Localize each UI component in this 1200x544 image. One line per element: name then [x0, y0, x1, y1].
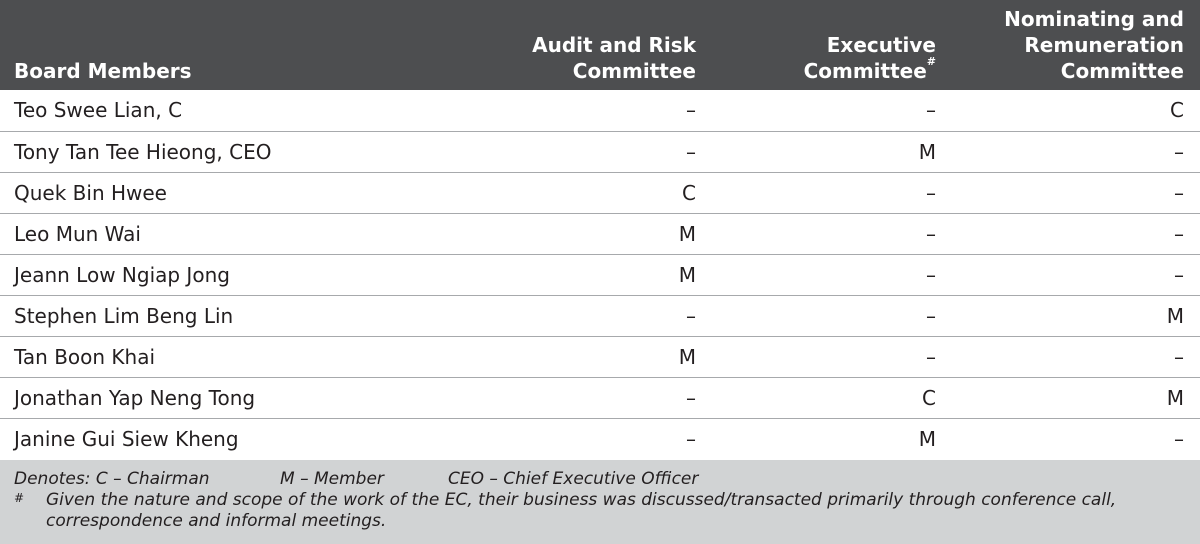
arc-role: M	[470, 336, 710, 377]
nrc-role: –	[950, 336, 1200, 377]
legend-member: M – Member	[280, 469, 384, 489]
table-row	[0, 254, 1200, 295]
legend	[14, 469, 1186, 490]
arc-role: C	[470, 172, 710, 213]
ec-role: –	[710, 295, 950, 336]
table-notes	[0, 460, 1200, 544]
header-board-members: Board Members	[0, 0, 470, 90]
nrc-role: C	[950, 90, 1200, 131]
ec-role: –	[710, 213, 950, 254]
table-row	[0, 172, 1200, 213]
ec-role: –	[710, 172, 950, 213]
member-name: Leo Mun Wai	[0, 213, 470, 254]
arc-role: M	[470, 213, 710, 254]
nrc-role: –	[950, 131, 1200, 172]
table-row	[0, 418, 1200, 459]
member-name: Teo Swee Lian, C	[0, 90, 470, 131]
table-row	[0, 131, 1200, 172]
member-name: Tan Boon Khai	[0, 336, 470, 377]
table-row	[0, 377, 1200, 418]
ec-role: C	[710, 377, 950, 418]
legend-ceo: CEO – Chief Executive Officer	[448, 469, 699, 489]
arc-role: –	[470, 295, 710, 336]
header-executive-committee: Executive Committee#	[710, 0, 950, 90]
nrc-role: M	[950, 377, 1200, 418]
member-name: Jonathan Yap Neng Tong	[0, 377, 470, 418]
ec-role: M	[710, 131, 950, 172]
arc-role: M	[470, 254, 710, 295]
header-audit-risk-committee: Audit and Risk Committee	[470, 0, 710, 90]
arc-role: –	[470, 90, 710, 131]
table-body	[0, 90, 1200, 459]
ec-role: –	[710, 90, 950, 131]
nrc-role: M	[950, 295, 1200, 336]
member-name: Jeann Low Ngiap Jong	[0, 254, 470, 295]
footnote-text: Given the nature and scope of the work of the EC, their business was discussed/transacted primarily through conference call, correspondence and informal meetings.	[46, 490, 1117, 531]
nrc-role: –	[950, 213, 1200, 254]
member-name: Janine Gui Siew Kheng	[14, 426, 239, 451]
member-name: Tony Tan Tee Hieong, CEO	[0, 131, 470, 172]
member-name: Stephen Lim Beng Lin	[0, 295, 470, 336]
nrc-role: –	[1174, 426, 1184, 451]
table-row	[0, 336, 1200, 377]
arc-role: –	[470, 131, 710, 172]
legend-chairman: Denotes: C – Chairman	[14, 469, 210, 489]
header-nominating-remuneration-committee: Nominating and Remuneration Committee	[950, 0, 1200, 90]
table-header	[0, 0, 1200, 90]
ec-role: –	[710, 254, 950, 295]
footnote-marker: #	[926, 55, 936, 68]
nrc-role: –	[950, 172, 1200, 213]
table-row	[0, 213, 1200, 254]
ec-role: M	[918, 426, 936, 451]
table-row	[0, 295, 1200, 336]
footnote	[14, 490, 1186, 532]
nrc-role: –	[950, 254, 1200, 295]
arc-role: –	[470, 377, 710, 418]
member-name: Quek Bin Hwee	[0, 172, 470, 213]
table-row	[0, 90, 1200, 131]
ec-role: –	[710, 336, 950, 377]
arc-role: –	[686, 426, 696, 451]
footnote-marker: #	[14, 491, 25, 505]
